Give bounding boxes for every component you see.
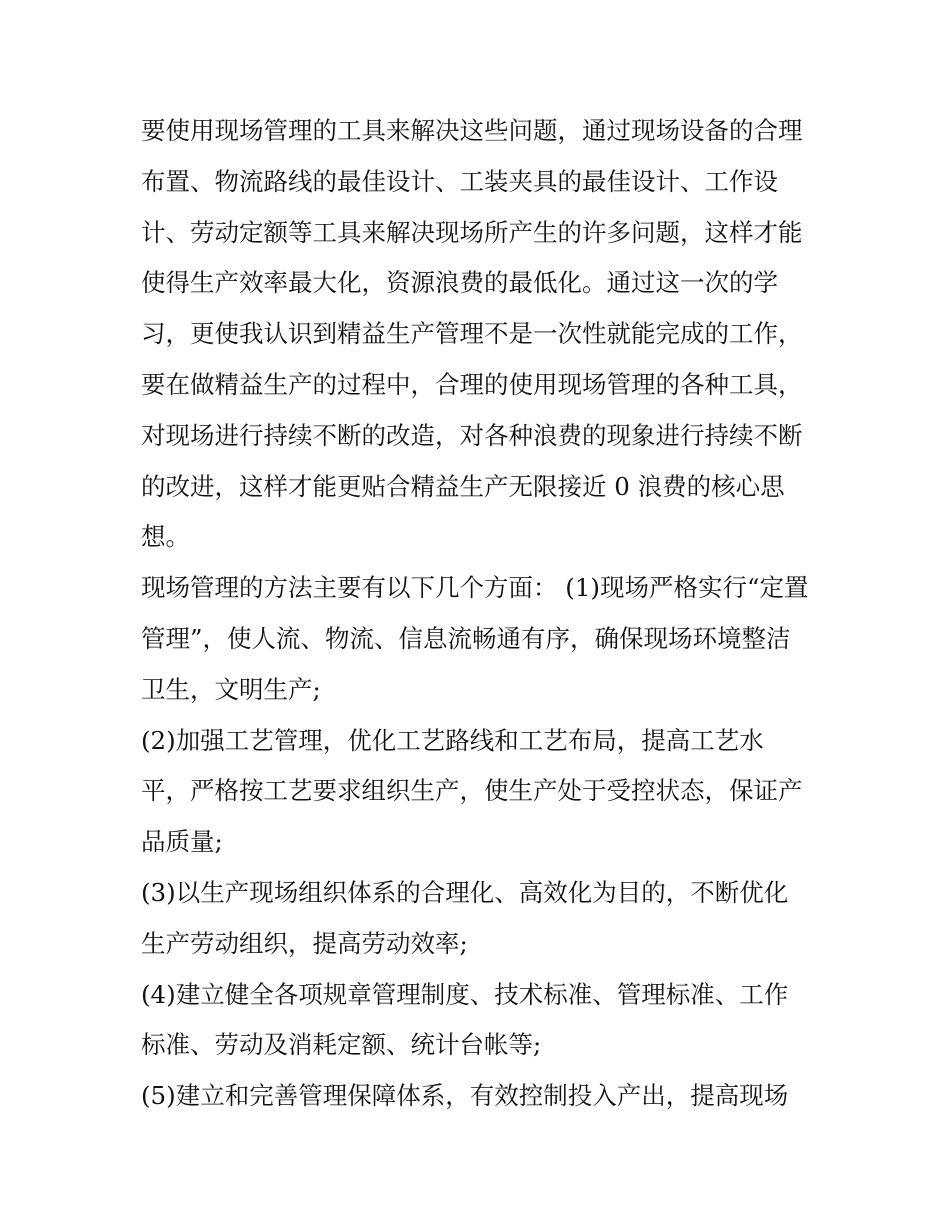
text-line: (3)以生产现场组织体系的合理化、高效化为目的，不断优化: [141, 877, 789, 907]
text-line: (4)建立健全各项规章管理制度、技术标准、管理标准、工作: [141, 979, 789, 1009]
text-line: 布置、物流路线的最佳设计、工装夹具的最佳设计、工作设: [141, 166, 778, 196]
text-line: 管理”，使人流、物流、信息流畅通有序，确保现场环境整洁: [141, 623, 791, 653]
text-line: (2)加强工艺管理，优化工艺路线和工艺布局，提高工艺水: [141, 725, 764, 755]
text-line: (5)建立和完善管理保障体系，有效控制投入产出，提高现场: [141, 1081, 789, 1111]
text-line: 对现场进行持续不断的改造，对各种浪费的现象进行持续不断: [141, 420, 803, 450]
text-line: 标准、劳动及消耗定额、统计台帐等;: [141, 1030, 542, 1060]
text-line: 卫生，文明生产;: [141, 674, 321, 704]
text-line: 平，严格按工艺要求组织生产，使生产处于受控状态，保证产: [141, 776, 803, 806]
text-line: 现场管理的方法主要有以下几个方面： (1)现场严格实行“定置: [141, 573, 809, 603]
text-line: 想。: [141, 522, 190, 552]
text-line: 要使用现场管理的工具来解决这些问题，通过现场设备的合理: [141, 116, 803, 145]
text-line: 品质量;: [141, 827, 223, 857]
text-line: 计、劳动定额等工具来解决现场所产生的许多问题，这样才能: [141, 217, 803, 247]
body-text: [141, 106, 813, 1122]
text-line: 要在做精益生产的过程中，合理的使用现场管理的各种工具，: [141, 369, 803, 399]
text-line: 习，更使我认识到精益生产管理不是一次性就能完成的工作，: [141, 319, 803, 349]
text-line: 使得生产效率最大化，资源浪费的最低化。通过这一次的学: [141, 268, 778, 298]
text-line: 的改进，这样才能更贴合精益生产无限接近 0 浪费的核心思: [141, 471, 785, 501]
text-line: 生产劳动组织，提高劳动效率;: [141, 928, 468, 958]
